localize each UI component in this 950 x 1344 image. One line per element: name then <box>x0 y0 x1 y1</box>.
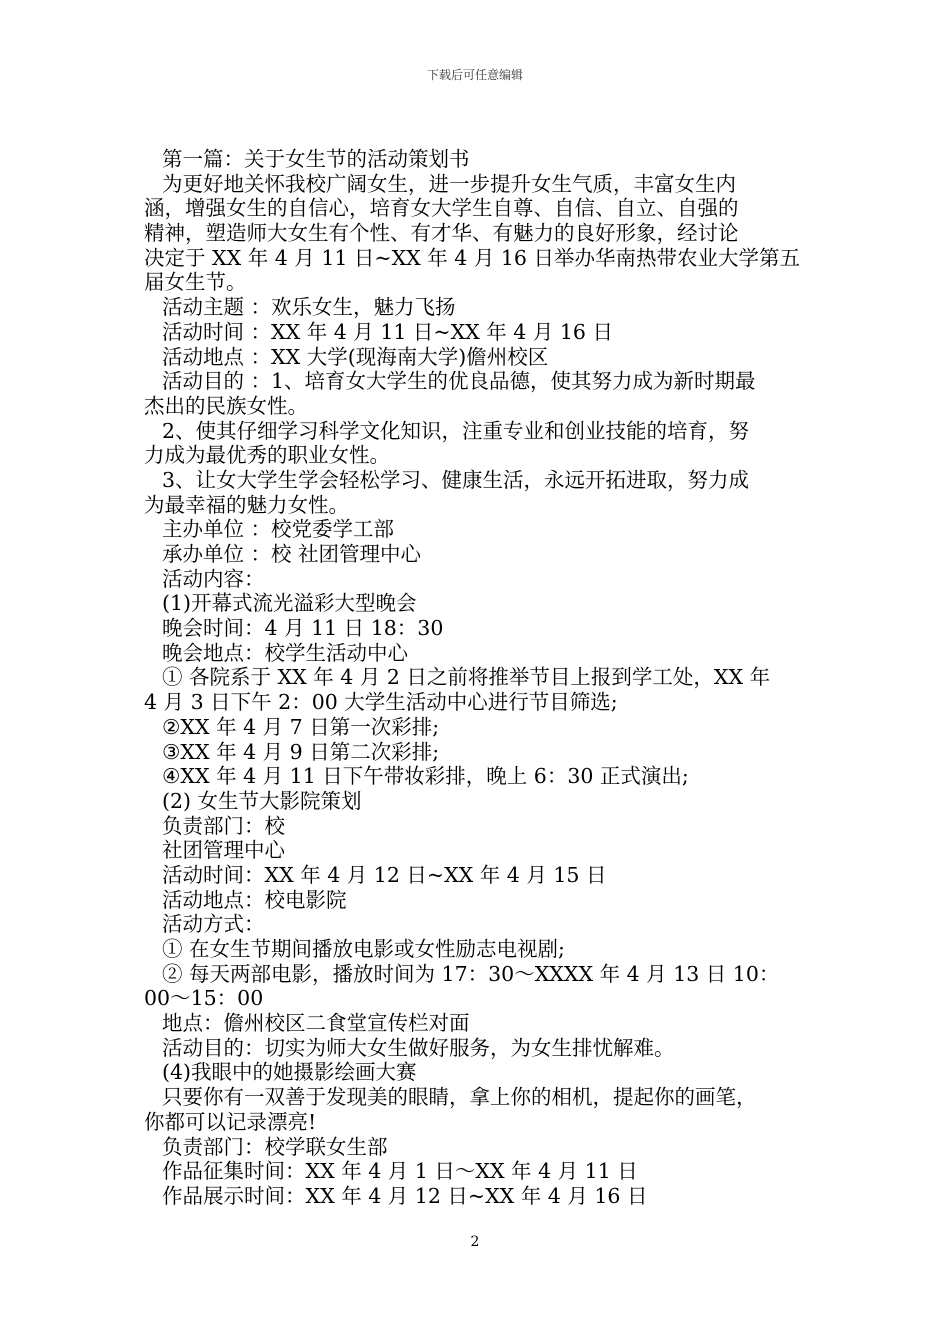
text-line: (1)开幕式流光溢彩大型晚会 <box>162 591 417 616</box>
text-line: 届女生节。 <box>144 270 247 295</box>
text-line: ④XX 年 4 月 11 日下午带妆彩排，晚上 6：30 正式演出; <box>162 764 689 789</box>
text-line: 地点：儋州校区二食堂宣传栏对面 <box>162 1011 470 1036</box>
text-line: 活动方式： <box>162 912 265 937</box>
text-line: 社团管理中心 <box>162 838 285 863</box>
text-line: ②XX 年 4 月 7 日第一次彩排; <box>162 714 440 739</box>
text-line: 负责部门：校 <box>162 813 285 838</box>
text-line: 2、使其仔细学习科学文化知识，注重专业和创业技能的培育，努 <box>162 418 750 443</box>
text-line: ② 每天两部电影，播放时间为 17：30～XXXX 年 4 月 13 日 10： <box>162 961 780 986</box>
text-line: 涵，增强女生的自信心，培育女大学生自尊、自信、自立、自强的 <box>144 196 739 221</box>
text-line: 为更好地关怀我校广阔女生，进一步提升女生气质，丰富女生内 <box>162 171 736 196</box>
text-line: 主办单位 ：校党委学工部 <box>162 517 395 542</box>
text-line: 活动内容： <box>162 566 265 591</box>
text-line: ③XX 年 4 月 9 日第二次彩排; <box>162 739 440 764</box>
text-line: 为最幸福的魅力女性。 <box>144 492 349 517</box>
text-line: 晚会时间：4 月 11 日 18：30 <box>162 616 444 641</box>
text-line: 作品征集时间：XX 年 4 月 1 日～XX 年 4 月 11 日 <box>162 1159 638 1184</box>
text-line: 第一篇：关于女生节的活动策划书 <box>162 147 470 171</box>
text-line: 活动目的：切实为师大女生做好服务，为女生排忧解难。 <box>162 1035 675 1060</box>
text-line: ① 各院系于 XX 年 4 月 2 日之前将推举节目上报到学工处，XX 年 <box>162 665 771 690</box>
text-line: 活动时间：XX 年 4 月 12 日~XX 年 4 月 15 日 <box>162 862 607 887</box>
text-line: 活动主题 ：欢乐女生，魅力飞扬 <box>162 295 456 320</box>
text-line: 力成为最优秀的职业女性。 <box>144 443 390 468</box>
text-line: 你都可以记录漂亮! <box>144 1109 317 1134</box>
text-line: 00～15：00 <box>144 986 264 1011</box>
text-line: 只要你有一双善于发现美的眼睛，拿上你的相机，提起你的画笔， <box>162 1085 757 1110</box>
text-line: 3、让女大学生学会轻松学习、健康生活，永远开拓进取，努力成 <box>162 467 750 492</box>
text-line: 活动目的 ：1、培育女大学生的优良品德，使其努力成为新时期最 <box>162 369 756 394</box>
text-line: 4 月 3 日下午 2：00 大学生活动中心进行节目筛选; <box>144 690 618 715</box>
document-body <box>144 147 816 1209</box>
text-line: 承办单位 ：校 社团管理中心 <box>162 542 422 566</box>
text-line: 决定于 XX 年 4 月 11 日~XX 年 4 月 16 日举办华南热带农业大学第五 <box>144 245 800 270</box>
page-header: 下载后可任意编辑 <box>426 68 523 82</box>
text-line: 负责部门：校学联女生部 <box>162 1134 388 1159</box>
text-line: 精神，塑造师大女生有个性、有才华、有魅力的良好形象，经讨论 <box>144 221 739 246</box>
text-line: (4)我眼中的她摄影绘画大赛 <box>162 1060 417 1085</box>
text-line: ① 在女生节期间播放电影或女性励志电视剧; <box>162 937 565 961</box>
text-line: 作品展示时间：XX 年 4 月 12 日~XX 年 4 月 16 日 <box>162 1183 648 1208</box>
page-number: 2 <box>470 1234 480 1250</box>
text-line: 活动时间 ：XX 年 4 月 11 日~XX 年 4 月 16 日 <box>162 319 613 344</box>
text-line: (2) 女生节大影院策划 <box>162 788 362 813</box>
text-line: 活动地点：校电影院 <box>162 887 347 912</box>
text-line: 晚会地点：校学生活动中心 <box>162 640 408 665</box>
text-line: 活动地点 ：XX 大学(现海南大学)儋州校区 <box>162 344 549 369</box>
text-line: 杰出的民族女性。 <box>144 393 308 418</box>
